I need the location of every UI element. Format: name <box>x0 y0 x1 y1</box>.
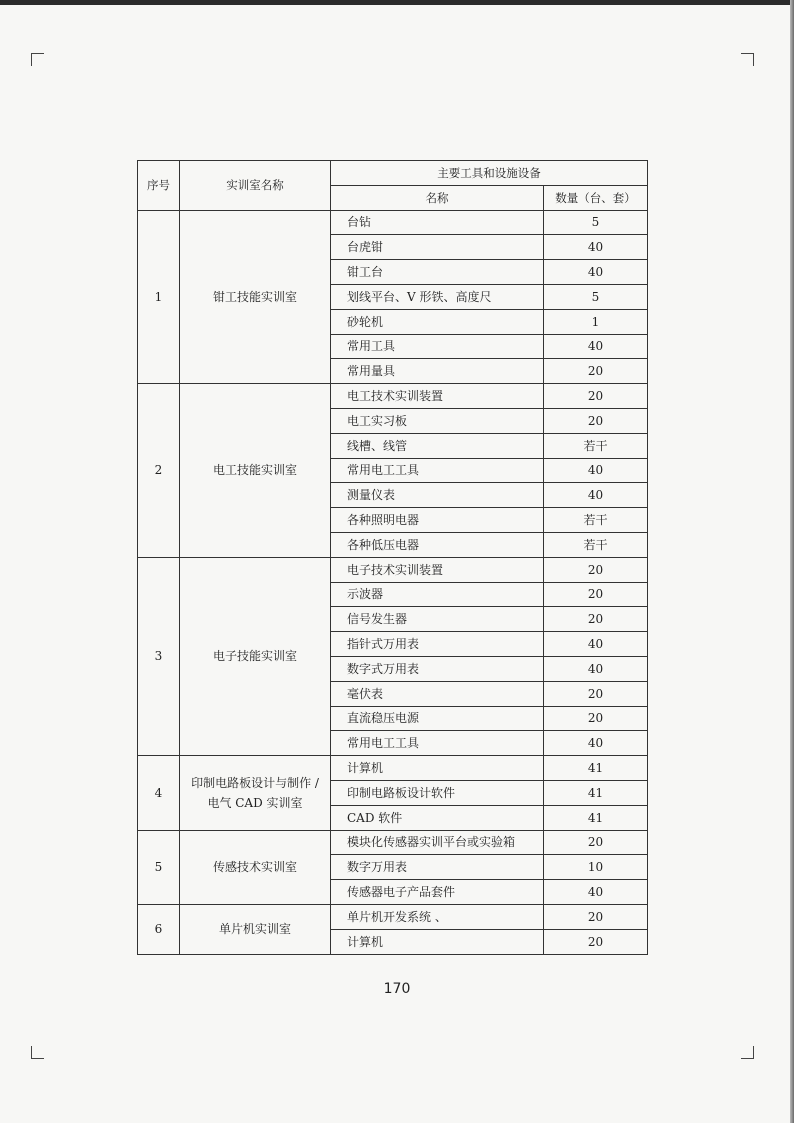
room-name <box>180 756 331 830</box>
room-name: 钳工技能实训室 <box>180 210 331 384</box>
equipment-quantity: 5 <box>544 284 648 309</box>
equipment-name: 常用工具 <box>331 334 544 359</box>
table-row <box>138 756 648 781</box>
equipment-quantity: 41 <box>544 756 648 781</box>
equipment-name: 台虎钳 <box>331 235 544 260</box>
equipment-quantity: 20 <box>544 408 648 433</box>
equipment-name: 印制电路板设计软件 <box>331 780 544 805</box>
equipment-quantity: 20 <box>544 904 648 929</box>
equipment-quantity: 20 <box>544 681 648 706</box>
equipment-quantity: 1 <box>544 309 648 334</box>
header-room: 实训室名称 <box>180 161 331 211</box>
equipment-name: 示波器 <box>331 582 544 607</box>
equipment-name: 计算机 <box>331 929 544 954</box>
equipment-quantity: 若干 <box>544 433 648 458</box>
equipment-quantity: 40 <box>544 731 648 756</box>
room-name: 传感技术实训室 <box>180 830 331 904</box>
equipment-name: 计算机 <box>331 756 544 781</box>
equipment-name: 各种照明电器 <box>331 508 544 533</box>
equipment-quantity: 40 <box>544 260 648 285</box>
equipment-quantity: 20 <box>544 929 648 954</box>
table-row <box>138 210 648 235</box>
equipment-name: 钳工台 <box>331 260 544 285</box>
equipment-quantity: 20 <box>544 557 648 582</box>
header-group: 主要工具和设施设备 <box>331 161 648 186</box>
scan-edge-right <box>790 0 794 1123</box>
equipment-quantity: 41 <box>544 805 648 830</box>
page-number: 170 <box>383 981 411 997</box>
equipment-name: 模块化传感器实训平台或实验箱 <box>331 830 544 855</box>
equipment-name: 电工实习板 <box>331 408 544 433</box>
row-index: 1 <box>138 210 180 384</box>
equipment-name: 数字万用表 <box>331 855 544 880</box>
room-name: 单片机实训室 <box>180 904 331 954</box>
equipment-quantity: 5 <box>544 210 648 235</box>
header-quantity: 数量（台、套） <box>544 185 648 210</box>
equipment-quantity: 41 <box>544 780 648 805</box>
equipment-name: 直流稳压电源 <box>331 706 544 731</box>
equipment-quantity: 20 <box>544 384 648 409</box>
equipment-quantity: 40 <box>544 458 648 483</box>
room-name: 电工技能实训室 <box>180 384 331 558</box>
equipment-quantity: 若干 <box>544 532 648 557</box>
equipment-name: CAD 软件 <box>331 805 544 830</box>
header-index: 序号 <box>138 161 180 211</box>
equipment-name: 毫伏表 <box>331 681 544 706</box>
equipment-quantity: 40 <box>544 334 648 359</box>
header-name: 名称 <box>331 185 544 210</box>
equipment-quantity: 40 <box>544 880 648 905</box>
equipment-name: 各种低压电器 <box>331 532 544 557</box>
equipment-quantity: 40 <box>544 632 648 657</box>
equipment-name: 常用电工工具 <box>331 458 544 483</box>
equipment-name: 测量仪表 <box>331 483 544 508</box>
scan-edge-top <box>0 0 794 5</box>
equipment-name: 线槽、线管 <box>331 433 544 458</box>
row-index: 2 <box>138 384 180 558</box>
crop-mark-top-left <box>31 53 44 66</box>
equipment-name: 信号发生器 <box>331 607 544 632</box>
room-name: 电子技能实训室 <box>180 557 331 755</box>
equipment-table <box>137 160 648 955</box>
room-name-line-1: 印制电路板设计与制作 / <box>191 775 319 790</box>
table-row <box>138 557 648 582</box>
equipment-quantity: 20 <box>544 706 648 731</box>
equipment-name: 传感器电子产品套件 <box>331 880 544 905</box>
equipment-quantity: 10 <box>544 855 648 880</box>
row-index: 6 <box>138 904 180 954</box>
equipment-name: 单片机开发系统 、 <box>331 904 544 929</box>
crop-mark-bottom-right <box>741 1046 754 1059</box>
equipment-name: 划线平台、V 形铁、高度尺 <box>331 284 544 309</box>
crop-mark-top-right <box>741 53 754 66</box>
equipment-quantity: 40 <box>544 235 648 260</box>
equipment-name: 砂轮机 <box>331 309 544 334</box>
table-row <box>138 384 648 409</box>
equipment-name: 常用电工工具 <box>331 731 544 756</box>
equipment-quantity: 20 <box>544 607 648 632</box>
crop-mark-bottom-left <box>31 1046 44 1059</box>
equipment-name: 常用量具 <box>331 359 544 384</box>
equipment-quantity: 20 <box>544 359 648 384</box>
row-index: 4 <box>138 756 180 830</box>
equipment-quantity: 40 <box>544 483 648 508</box>
equipment-quantity: 若干 <box>544 508 648 533</box>
equipment-name: 数字式万用表 <box>331 656 544 681</box>
table-row <box>138 904 648 929</box>
equipment-name: 电子技术实训装置 <box>331 557 544 582</box>
equipment-name: 台钻 <box>331 210 544 235</box>
table-row <box>138 830 648 855</box>
row-index: 5 <box>138 830 180 904</box>
row-index: 3 <box>138 557 180 755</box>
equipment-name: 电工技术实训装置 <box>331 384 544 409</box>
equipment-quantity: 20 <box>544 830 648 855</box>
equipment-quantity: 40 <box>544 656 648 681</box>
equipment-quantity: 20 <box>544 582 648 607</box>
equipment-name: 指针式万用表 <box>331 632 544 657</box>
room-name-line-2: 电气 CAD 实训室 <box>207 795 303 810</box>
